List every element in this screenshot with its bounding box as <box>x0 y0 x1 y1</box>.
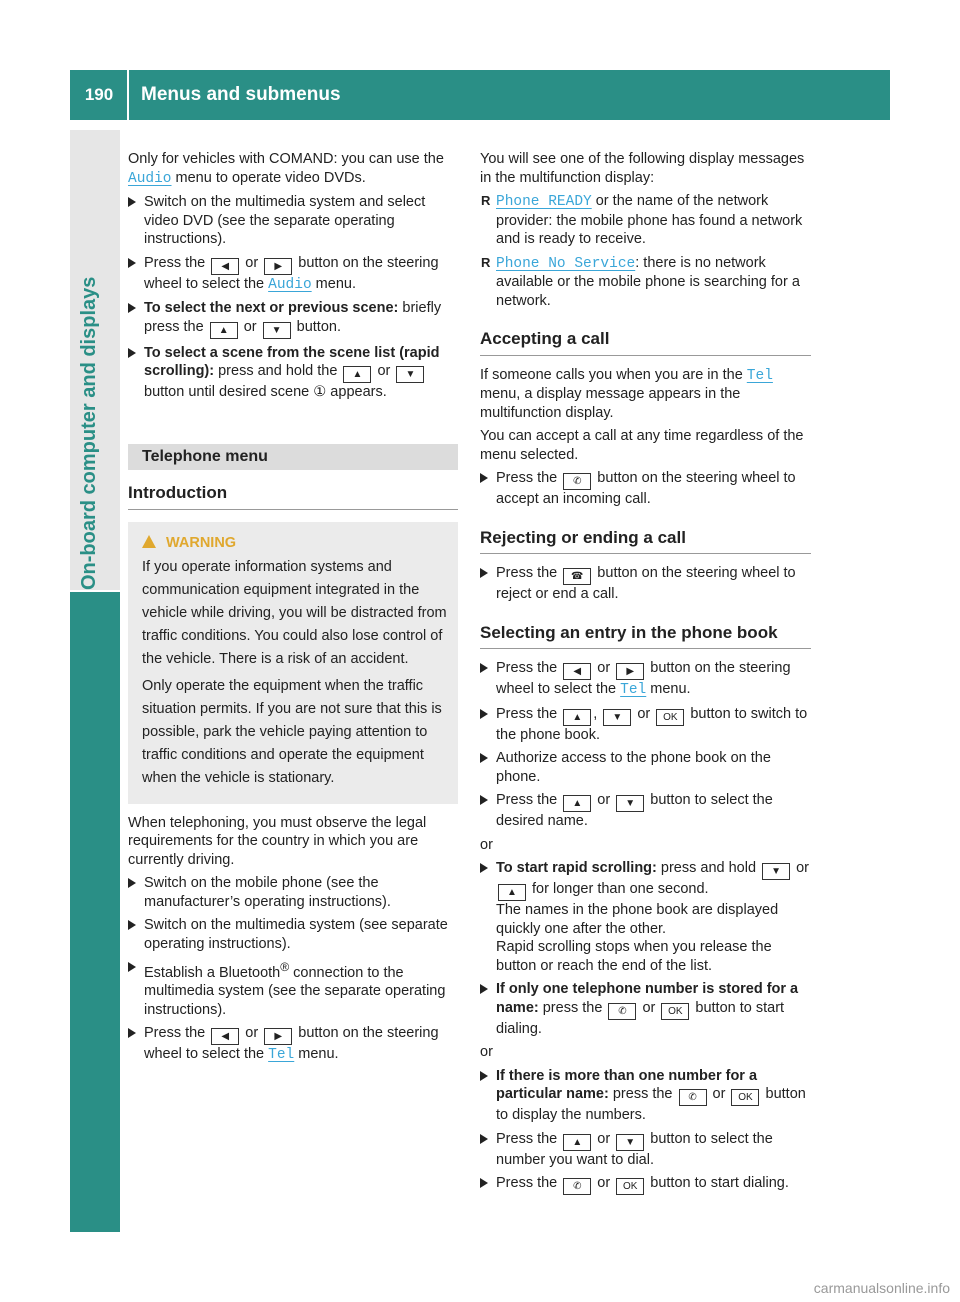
arrow-icon <box>128 303 136 313</box>
side-strip: On-board computer and displays <box>70 130 120 1232</box>
arrow-icon <box>480 1071 488 1081</box>
down-arrow-key-icon: ▼ <box>762 863 790 880</box>
up-arrow-key-icon: ▲ <box>563 795 591 812</box>
down-arrow-key-icon: ▼ <box>616 1134 644 1151</box>
right-arrow-key-icon: ▶ <box>264 1028 292 1045</box>
warning-title: WARNING <box>142 534 450 552</box>
up-arrow-key-icon: ▲ <box>210 322 238 339</box>
arrow-icon <box>128 962 136 972</box>
step: Authorize access to the phone book on the phone. <box>480 749 811 786</box>
step: To select a scene from the scene list (rapid scrolling): press and hold the ▲ or ▼ button until desired scene ① appears. <box>128 344 458 402</box>
ok-key-icon: OK <box>731 1089 759 1106</box>
arrow-icon <box>480 795 488 805</box>
warning-text: Only operate the equipment when the traffic situation permits. If you are not sure that this is possible, park the vehicle paying attention to traffic conditions and operate the equipment when the vehicle is stationary. <box>142 677 442 786</box>
left-arrow-key-icon: ◀ <box>211 258 239 275</box>
watermark: carmanualsonline.info <box>813 1280 950 1296</box>
ok-key-icon: OK <box>656 709 684 726</box>
arrow-icon <box>128 1028 136 1038</box>
up-arrow-key-icon: ▲ <box>563 1134 591 1151</box>
side-chapter-tab <box>70 592 120 1232</box>
callout-1-icon: ① <box>313 384 327 400</box>
or-text: or <box>480 1044 493 1060</box>
step: Press the ◀ or ▶ button on the steering wheel to select the Tel menu. <box>128 1024 458 1065</box>
arrow-icon <box>480 1178 488 1188</box>
step: Switch on the multimedia system (see separate operating instructions). <box>128 916 458 953</box>
phone-accept-icon: ✆ <box>679 1089 707 1106</box>
down-arrow-key-icon: ▼ <box>616 795 644 812</box>
display-messages-intro: You will see one of the following display messages in the multifunction display: <box>480 151 805 186</box>
step: Press the ▲ , ▼ or OK button to switch to the phone book. <box>480 705 811 745</box>
down-arrow-key-icon: ▼ <box>603 709 631 726</box>
step: Press the ▲ or ▼ button to select the number you want to dial. <box>480 1130 811 1170</box>
phone-accept-icon: ✆ <box>563 1178 591 1195</box>
legal-text: When telephoning, you must observe the legal requirements for the country in which you are currently driving. <box>128 814 427 868</box>
list-item: R Phone No Service: there is no network available or the mobile phone is searching for a network. <box>481 254 800 309</box>
step: Switch on the multimedia system and select video DVD (see the separate operating instructions). <box>128 193 458 249</box>
phone-reject-icon: ☎ <box>563 568 591 585</box>
step: Press the ✆ button on the steering wheel to accept an incoming call. <box>480 469 811 509</box>
step: Press the ◀ or ▶ button on the steering wheel to select the Audio menu. <box>128 254 458 295</box>
step: Switch on the mobile phone (see the manufacturer’s operating instructions). <box>128 874 458 911</box>
down-arrow-key-icon: ▼ <box>396 366 424 383</box>
up-arrow-key-icon: ▲ <box>498 884 526 901</box>
rejecting-call-heading: Rejecting or ending a call <box>480 529 811 555</box>
subsection-heading: Introduction <box>128 484 458 510</box>
ok-key-icon: OK <box>661 1003 689 1020</box>
up-arrow-key-icon: ▲ <box>563 709 591 726</box>
arrow-icon <box>480 663 488 673</box>
arrow-icon <box>128 197 136 207</box>
step: Press the ◀ or ▶ button on the steering wheel to select the Tel menu. <box>480 659 811 700</box>
accept-text: You can accept a call at any time regardless of the menu selected. <box>480 428 804 463</box>
arrow-icon <box>480 863 488 873</box>
right-column <box>480 150 811 1200</box>
section-heading: Telephone menu <box>128 444 458 471</box>
header-divider <box>127 70 129 120</box>
warning-box <box>128 522 458 804</box>
arrow-icon <box>480 473 488 483</box>
intro-text: Only for vehicles with COMAND: you can use the Audio menu to operate video DVDs. <box>128 151 444 187</box>
left-arrow-key-icon: ◀ <box>211 1028 239 1045</box>
warning-text: If you operate information systems and communication equipment integrated in the vehicle while driving, you will be distracted from traffic conditions. You could also lose control of the vehicle. There is a risk of an accident. <box>142 558 447 667</box>
down-arrow-key-icon: ▼ <box>263 322 291 339</box>
phone-accept-icon: ✆ <box>563 473 591 490</box>
or-text: or <box>480 836 493 853</box>
arrow-icon <box>128 878 136 888</box>
arrow-icon <box>128 920 136 930</box>
step: To select the next or previous scene: briefly press the ▲ or ▼ button. <box>128 299 458 339</box>
warning-icon <box>142 535 156 548</box>
step: Press the ▲ or ▼ button to select the desired name. <box>480 791 811 831</box>
left-arrow-key-icon: ◀ <box>563 663 591 680</box>
arrow-icon <box>128 348 136 358</box>
list-item: R Phone READY or the name of the network provider: the mobile phone has found a network and is ready to receive. <box>481 193 803 247</box>
ok-key-icon: OK <box>616 1178 644 1195</box>
arrow-icon <box>480 1134 488 1144</box>
page-number: 190 <box>84 85 114 104</box>
arrow-icon <box>480 984 488 994</box>
step: To start rapid scrolling: press and hold ▼ or ▲ for longer than one second. The names in the phone book are displayed quickly one after the other. Rapid scrolling stops when you release the button or reach the end of the list. <box>480 859 811 975</box>
accept-text: If someone calls you when you are in the Tel menu, a display message appears in the multifunction display. <box>480 366 773 421</box>
up-arrow-key-icon: ▲ <box>343 366 371 383</box>
right-arrow-key-icon: ▶ <box>616 663 644 680</box>
arrow-icon <box>480 568 488 578</box>
step: If there is more than one number for a particular name: press the ✆ or OK button to display the numbers. <box>480 1067 811 1125</box>
arrow-icon <box>128 258 136 268</box>
arrow-icon <box>480 709 488 719</box>
arrow-icon <box>480 753 488 763</box>
phone-accept-icon: ✆ <box>608 1003 636 1020</box>
step: Establish a Bluetooth® connection to the multimedia system (see the separate operating instructions). <box>128 958 458 1019</box>
step: Press the ✆ or OK button to start dialing. <box>480 1174 811 1195</box>
step: Press the ☎ button on the steering wheel to reject or end a call. <box>480 564 811 604</box>
phone-book-heading: Selecting an entry in the phone book <box>480 624 811 650</box>
step: If only one telephone number is stored for a name: press the ✆ or OK button to start dialing. <box>480 980 811 1038</box>
page-title: Menus and submenus <box>141 84 341 105</box>
left-column <box>128 150 458 1070</box>
bullet-icon: R <box>481 254 491 270</box>
accepting-call-heading: Accepting a call <box>480 330 811 356</box>
bullet-icon: R <box>481 193 491 208</box>
right-arrow-key-icon: ▶ <box>264 258 292 275</box>
